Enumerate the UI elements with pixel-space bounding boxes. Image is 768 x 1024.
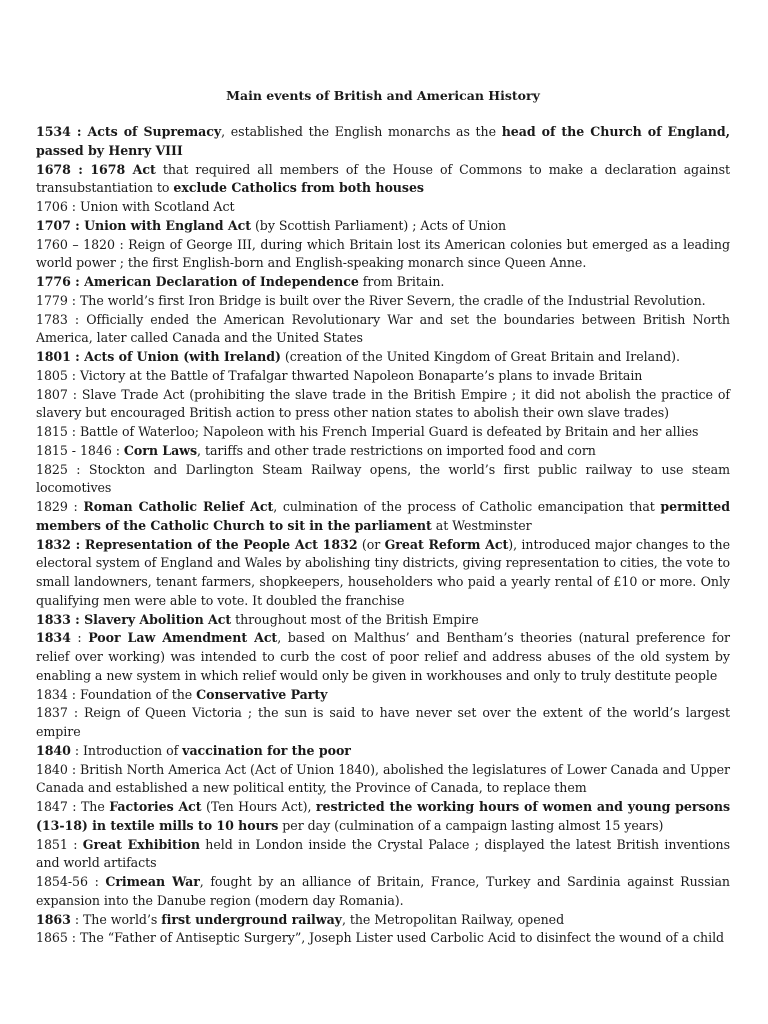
event-text: at Westminster: [431, 517, 532, 533]
event-text-bold: 1832 : Representation of the People Act 1832: [36, 536, 358, 552]
event-text: 1760 – 1820 : Reign of George III, during which Britain lost its American colonies but emerged as a leading world power ; the first English-born and English-speaking monarch since Queen Anne.: [36, 236, 730, 271]
event-text: that required all members of the House of Commons to make a declaration against transubstantiation to: [36, 161, 730, 196]
event-text-bold: permitted members of the Catholic Church to sit in the parliament: [36, 499, 730, 533]
event-text-bold: 1776 : American Declaration of Independence: [36, 274, 359, 289]
event-entry: [36, 292, 730, 311]
event-text-bold: Great Exhibition: [82, 836, 200, 852]
event-text: 1815 - 1846 :: [36, 442, 124, 458]
event-text: 1854-56 :: [36, 874, 106, 889]
event-text: 1865 : The “Father of Antiseptic Surgery”, Joseph Lister used Carbolic Acid to disinfect the wound of a child: [36, 930, 725, 946]
event-text: : Introduction of: [70, 742, 183, 758]
events-list: [36, 123, 730, 948]
event-text: , based on Malthus’ and Bentham’s theories (natural preference for relief over working) was intended to curb the cost of poor relief and address abuses of the old system by enabling a new system in which relief would only be given in workhouses and only to truly destitute people: [36, 630, 730, 683]
event-text-bold: Great Reform Act: [384, 536, 509, 552]
event-text: 1779 : The world’s first Iron Bridge is built over the River Severn, the cradle of the Industrial Revolution.: [36, 292, 706, 308]
event-text: 1807 : Slave Trade Act (prohibiting the slave trade in the British Empire ; it did not abolish the practice of slavery but encouraged British action to press other nation states to abolish their own slave trades): [36, 386, 730, 421]
event-text: per day (culmination of a campaign lasting almost 15 years): [278, 817, 664, 833]
event-text: ), introduced major changes to the electoral system of England and Wales by abolishing tiny districts, giving representation to cities, the vote to small landowners, tenant farmers, shopkeepers, householders who paid a yearly rental of £10 or more. Only qualifying men were able to vote. It doubled the franchise: [36, 536, 730, 608]
event-entry: [36, 836, 730, 874]
event-text: 1837 : Reign of Queen Victoria ; the sun is said to have never set over the extent of the world’s largest empire: [36, 705, 730, 739]
event-entry: [36, 161, 730, 199]
event-text-bold: 1707 : Union with England Act: [36, 217, 251, 233]
event-text-bold: Corn Laws: [123, 442, 198, 458]
event-entry: [36, 704, 730, 742]
event-entry: [36, 536, 730, 611]
document-page: [36, 86, 730, 948]
event-entry: [36, 217, 730, 236]
event-text-bold: 1678 : 1678 Act: [36, 161, 156, 177]
event-text-bold: Conservative Party: [196, 686, 328, 702]
event-text-bold: vaccination for the poor: [182, 742, 351, 758]
event-entry: [36, 461, 730, 499]
event-entry: [36, 236, 730, 274]
event-text: 1805 : Victory at the Battle of Trafalgar thwarted Napoleon Bonaparte’s plans to invade Britain: [36, 367, 643, 383]
event-entry: [36, 123, 730, 161]
event-text-bold: 1834: [36, 630, 71, 646]
event-text: (by Scottish Parliament) ; Acts of Union: [250, 217, 507, 233]
event-text-bold: 1840: [36, 742, 71, 758]
event-text-bold: 1534 : Acts of Supremacy: [36, 124, 222, 139]
event-text-bold: 1833 : Slavery Abolition Act: [36, 611, 232, 627]
event-entry: [36, 498, 730, 536]
event-text: , the Metropolitan Railway, opened: [341, 911, 565, 927]
event-text: held in London inside the Crystal Palace ; displayed the latest British inventions and world artifacts: [36, 836, 730, 871]
event-entry: [36, 742, 730, 761]
event-text: 1706 : Union with Scotland Act: [36, 199, 235, 214]
event-entry: [36, 761, 730, 799]
event-text: 1840 : British North America Act (Act of Union 1840), abolished the legislatures of Lower Canada and Upper Canada and established a new political entity, the Province of Canada, to replace them: [36, 761, 730, 796]
event-text-bold: head of the Church of England, passed by Henry VIII: [36, 124, 730, 158]
event-text-bold: 1863: [36, 911, 71, 927]
event-text: , fought by an alliance of Britain, France, Turkey and Sardinia against Russian expansion into the Danube region (modern day Romania).: [36, 874, 730, 908]
event-text: 1783 : Officially ended the American Revolutionary War and set the boundaries between British North America, later called Canada and the United States: [36, 311, 730, 346]
event-entry: [36, 611, 730, 630]
event-text-bold: restricted the working hours of women and young persons (13-18) in textile mills to 10 hours: [36, 799, 731, 833]
document-title: Main events of British and American History: [226, 88, 540, 103]
event-text: throughout most of the British Empire: [231, 611, 479, 627]
event-entry: [36, 798, 730, 836]
event-text: , tariffs and other trade restrictions on imported food and corn: [197, 442, 596, 458]
event-entry: [36, 348, 730, 367]
event-text-bold: first underground railway: [161, 911, 342, 927]
event-text: 1825 : Stockton and Darlington Steam Railway opens, the world’s first public railway to use steam locomotives: [36, 461, 730, 496]
event-text-bold: 1801 : Acts of Union (with Ireland): [36, 349, 281, 364]
event-entry: [36, 873, 730, 911]
event-entry: [36, 442, 730, 461]
event-entry: [36, 198, 730, 217]
event-entry: [36, 311, 730, 349]
event-entry: [36, 386, 730, 424]
event-text: :: [70, 630, 89, 646]
event-text: 1834 : Foundation of the: [36, 686, 197, 702]
event-entry: [36, 423, 730, 442]
event-text: from Britain.: [358, 274, 445, 289]
event-entry: [36, 629, 730, 685]
event-text: (or: [357, 536, 385, 552]
event-entry: [36, 929, 730, 948]
event-text-bold: Factories Act: [109, 799, 202, 814]
event-text-bold: exclude Catholics from both houses: [173, 180, 424, 196]
event-text: 1815 : Battle of Waterloo; Napoleon with his French Imperial Guard is defeated by Britain and her allies: [36, 424, 699, 439]
event-entry: [36, 911, 730, 930]
event-entry: [36, 367, 730, 386]
event-text: 1829 :: [36, 499, 84, 514]
event-text-bold: Roman Catholic Relief Act: [83, 499, 274, 514]
event-entry: [36, 686, 730, 705]
event-text: 1851 :: [36, 836, 83, 852]
event-text-bold: Poor Law Amendment Act: [88, 630, 278, 646]
event-text: 1847 : The: [36, 799, 110, 814]
event-text: , culmination of the process of Catholic emancipation that: [273, 499, 661, 514]
event-text-bold: Crimean War: [105, 874, 200, 889]
event-text: (creation of the United Kingdom of Great Britain and Ireland).: [280, 349, 680, 364]
event-entry: [36, 273, 730, 292]
event-text: : The world’s: [70, 911, 162, 927]
event-text: (Ten Hours Act),: [201, 799, 316, 814]
event-text: , established the English monarchs as the: [221, 124, 502, 139]
